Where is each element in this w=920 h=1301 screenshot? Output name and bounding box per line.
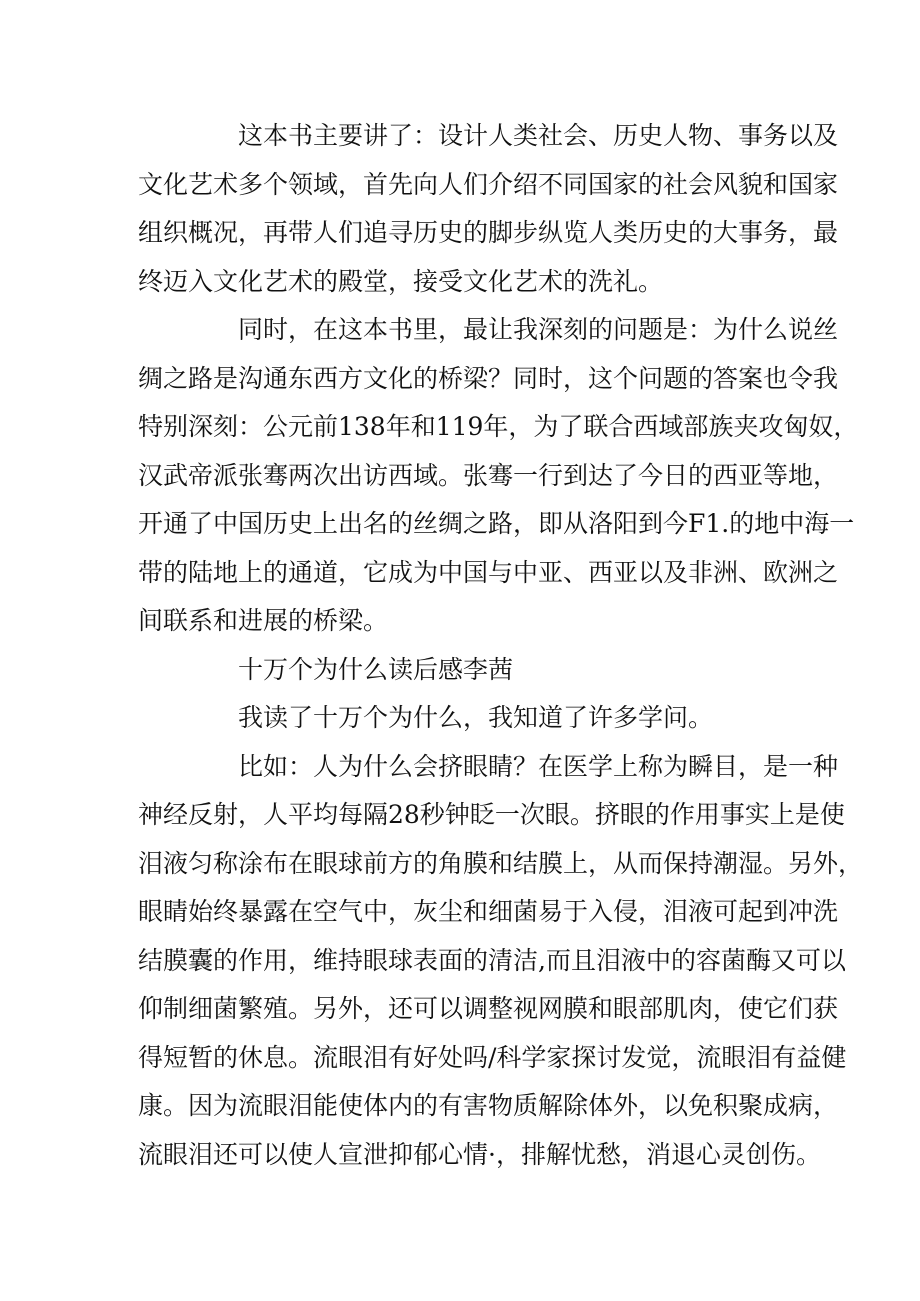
text-line: 终迈入文化艺术的殿堂，接受文化艺术的洗礼。 — [138, 266, 664, 296]
paragraph-silk-road — [138, 306, 859, 646]
text-line: 比如：人为什么会挤眼睛？在医学上称为瞬目，是一种 — [238, 751, 839, 781]
text-line: 文化艺术多个领域，首先向人们介绍不同国家的社会风貌和国家 — [138, 169, 839, 199]
text-line: 特别深刻：公元前138年和119年，为了联合西域部族夹攻匈奴， — [138, 412, 859, 441]
paragraph-intro — [138, 694, 798, 743]
text-line: 间联系和进展的桥梁。 — [138, 606, 389, 635]
paragraph-book-summary — [138, 112, 839, 306]
text-line: 汉武帝派张骞两次出访西域。张骞一行到达了今日的西亚等地， — [138, 460, 839, 490]
paragraph-eyes — [138, 743, 864, 1180]
text-line: 眼睛始终暴露在空气中，灰尘和细菌易于入侵，泪液可起到冲洗 — [138, 897, 839, 926]
text-line: 康。因为流眼泪能使体内的有害物质解除体外，以免积聚成病， — [138, 1091, 839, 1120]
text-line: 组织概况，再带人们追寻历史的脚步纵览人类历史的大事务，最 — [138, 218, 839, 247]
text-line: 绸之路是沟通东西方文化的桥梁？同时，这个问题的答案也令我 — [138, 363, 839, 393]
text-line: 泪液匀称涂布在眼球前方的角膜和结膜上，从而保持潮湿。另外， — [138, 848, 864, 878]
text-line: 开通了中国历史上出名的丝绸之路，即从洛阳到今F1.的地中海一 — [138, 509, 855, 538]
text-line: 带的陆地上的通道，它成为中国与中亚、西亚以及非洲、欧洲之 — [138, 557, 839, 587]
document-body — [138, 112, 864, 1179]
text-line: 得短暂的休息。流眼泪有好处吗/科学家探讨发觉，流眼泪有益健 — [138, 1042, 847, 1072]
text-line: 流眼泪还可以使人宣泄抑郁心情·，排解忧愁，消退心灵创伤。 — [138, 1139, 821, 1169]
essay-title: 十万个为什么读后感李茜 — [238, 654, 514, 684]
text-line: 仰制细菌繁殖。另外，还可以调整视网膜和眼部肌肉，使它们获 — [138, 994, 839, 1023]
text-line: 结膜囊的作用，维持眼球表面的清洁,而且泪液中的容菌酶又可以 — [138, 945, 846, 975]
text-line: 神经反射，人平均每隔28秒钟眨一次眼。挤眼的作用事实上是使 — [138, 800, 845, 829]
text-line: 同时，在这本书里，最让我深刻的问题是：为什么说丝 — [238, 315, 839, 344]
text-line: 我读了十万个为什么，我知道了许多学问。 — [238, 703, 714, 732]
text-line: 这本书主要讲了：设计人类社会、历史人物、事务以及 — [238, 121, 839, 150]
